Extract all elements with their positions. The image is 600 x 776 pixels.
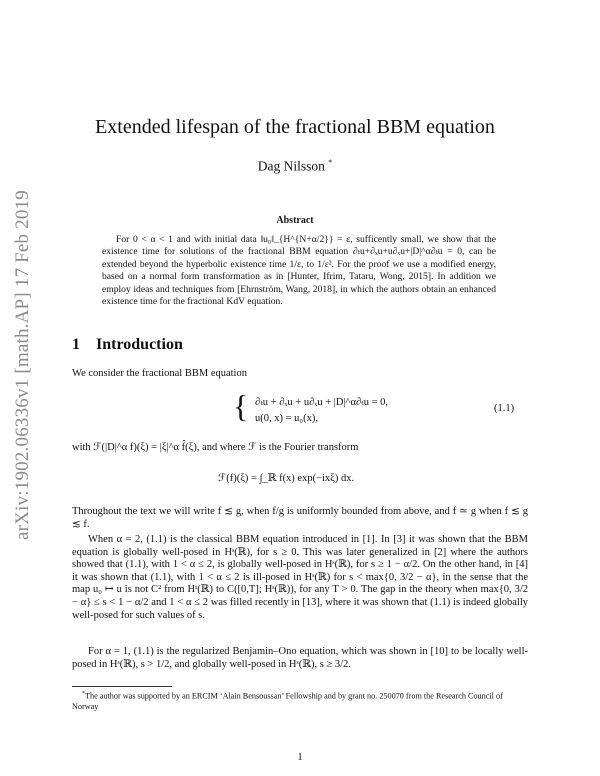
author-name: Dag Nilsson <box>257 158 325 174</box>
equation-brace: { <box>233 388 249 424</box>
section-number: 1 <box>72 336 80 353</box>
abstract-heading: Abstract <box>276 215 314 226</box>
arxiv-sidebar-stamp <box>8 160 38 570</box>
paragraph-fourier: with ℱ(|D|^α f)(ξ) = |ξ|^α f̂(ξ), and where ℱ is the Fourier transform <box>72 442 359 453</box>
section-heading <box>72 336 183 354</box>
abstract-text: For 0 < α < 1 and with initial data ‖u₀‖_{H^{N+α/2}} = ε, sufficently small, we show that the existence time for solutions of the fractional BBM equation ∂ₜu+∂ₓu+u∂ₓu+|D|^α∂ₜu = 0, can be extended beyond the hyperbolic existence time 1/ε, to 1/ε². For the proof we use a modified energy, based on a normal form transformation as in [Hunter, Ifrim, Tataru, Wong, 2015]. In addition we employ ideas and techniques from [Ehrnström, Wang, 2018], in which the authors obtain an enhanced existence time for the fractional KdV equation. <box>102 234 496 308</box>
paragraph-notation: Throughout the text we will write f ≲ g, when f/g is uniformly bounded from above, and f ≃ g when f ≲ g ≲ f. <box>72 506 528 530</box>
footnote-mark: * <box>82 691 85 697</box>
page-number: 1 <box>297 752 303 763</box>
paragraph-alpha-1: For α = 1, (1.1) is the regularized Benjamin–Ono equation, which was shown in [10] to be locally well-posed in Hˢ(ℝ), s > 1/2, and globally well-posed in Hˢ(ℝ), s ≥ 3/2. <box>72 646 528 670</box>
footnote-rule <box>72 686 172 687</box>
paragraph-intro: We consider the fractional BBM equation <box>72 368 247 379</box>
author-line <box>60 158 530 175</box>
paper-title: Extended lifespan of the fractional BBM equation <box>95 116 495 138</box>
equation-1-line-1: ∂ₜu + ∂ₓu + u∂ₓu + |D|^α∂ₜu = 0, <box>255 397 389 408</box>
paragraph-alpha-2: When α = 2, (1.1) is the classical BBM equation introduced in [1]. In [3] it was shown that the BBM equation is globally well-posed in Hˢ(ℝ), for s ≥ 0. This was later generalized in [2] where the authors showed that (1.1), with 1 < α ≤ 2, is globally well-posed in Hˢ(ℝ), for s ≥ 1 − α/2. On the other hand, in [4] it was shown that (1.1), with 1 < α ≤ 2 is ill-posed in Hˢ(ℝ) for s < max{0, 3/2 − α}, in the sense that the map u₀ ↦ u is not C² from Hˢ(ℝ) to C([0,T]; Hˢ(ℝ)), for any T > 0. The gap in the theory when max{0, 3/2 − α} ≤ s < 1 − α/2 and 1 < α ≤ 2 was filled recently in [13], where it was shown that (1.1) is indeed globally well-posed for such values of s. <box>72 534 528 621</box>
footnote <box>72 689 528 712</box>
arxiv-id: arXiv:1902.06336v1 [math.AP] 17 Feb 2019 <box>12 190 33 540</box>
footnote-text: The author was supported by an ERCIM ‘Alain Bensoussan’ Fellowship and by grant no. 250070 from the Research Council of Norway <box>72 691 503 711</box>
author-footnote-mark: * <box>328 158 333 167</box>
equation-1-line-2: u(0, x) = u₀(x), <box>255 413 318 424</box>
equation-2: ℱ(f)(ξ) = ∫_ℝ f(x) exp(−ixξ) dx. <box>218 473 355 484</box>
equation-1-number: (1.1) <box>494 403 515 414</box>
section-title: Introduction <box>96 336 183 353</box>
